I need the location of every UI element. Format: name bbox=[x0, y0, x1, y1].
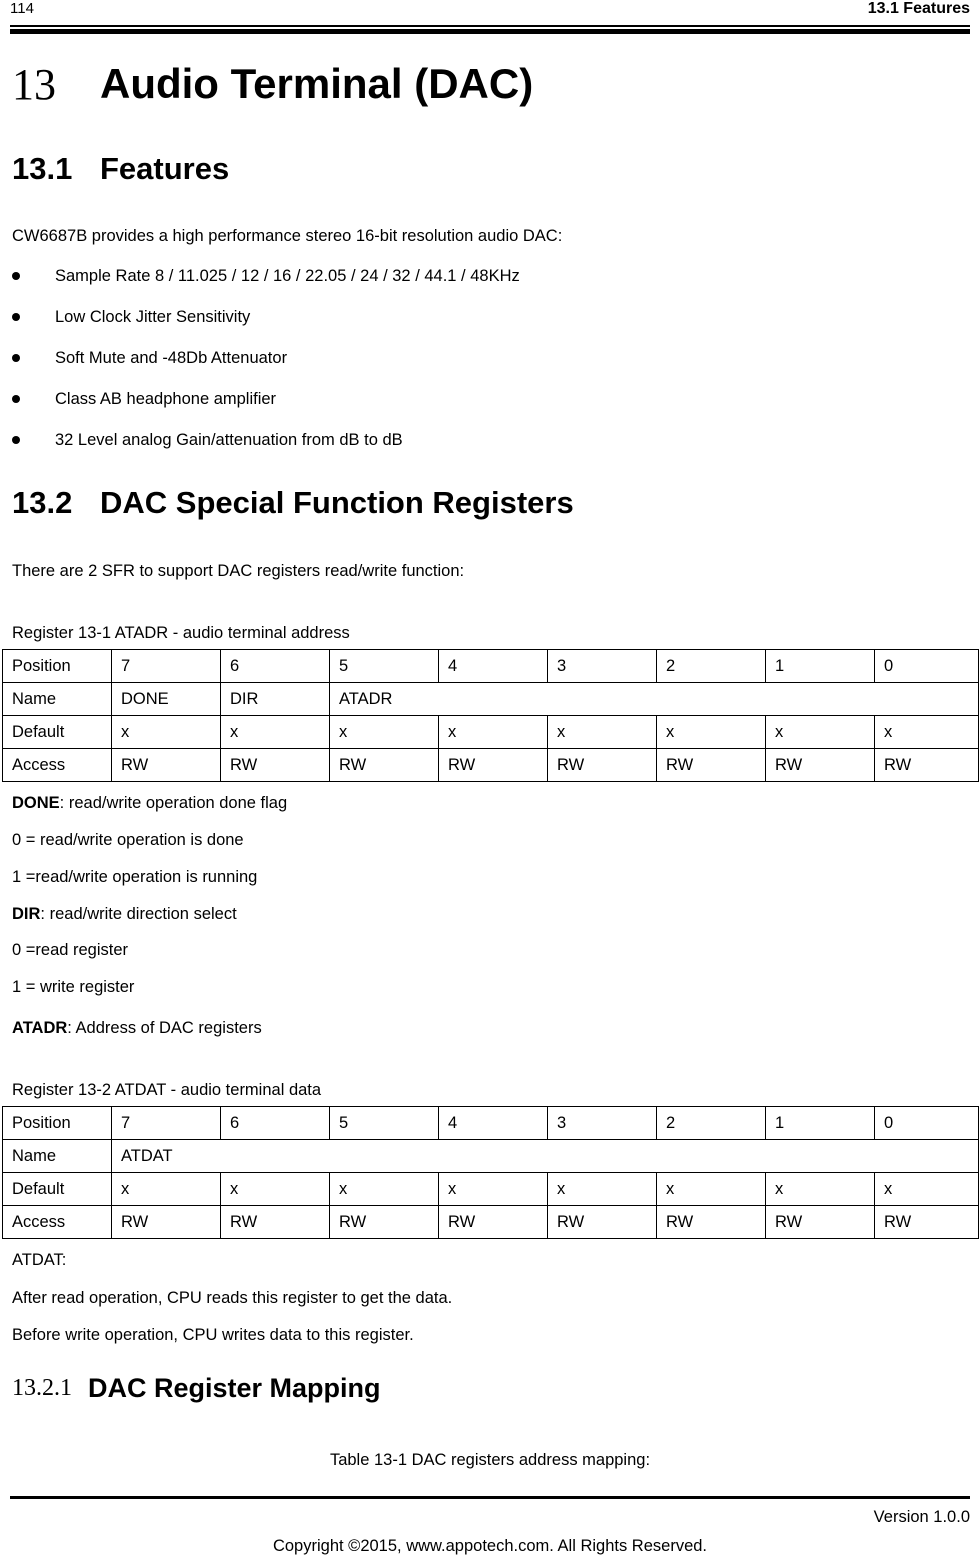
table-cell: x bbox=[221, 716, 330, 749]
table-cell: x bbox=[657, 1173, 766, 1206]
chapter-title: Audio Terminal (DAC) bbox=[100, 60, 534, 107]
sfr-intro: There are 2 SFR to support DAC registers read/write function: bbox=[12, 562, 465, 580]
table-cell: x bbox=[766, 716, 875, 749]
bullet-icon bbox=[12, 395, 20, 403]
table-cell: 2 bbox=[657, 1107, 766, 1140]
table-row-access bbox=[3, 749, 979, 782]
table-cell: RW bbox=[766, 1206, 875, 1239]
section-number: 13.1 bbox=[12, 151, 73, 186]
table-cell: 6 bbox=[221, 650, 330, 683]
table-cell: RW bbox=[548, 1206, 657, 1239]
register-caption: Register 13-2 ATDAT - audio terminal data bbox=[12, 1081, 322, 1099]
section-title: Features bbox=[100, 151, 230, 186]
bullet-icon bbox=[12, 436, 20, 444]
features-intro: CW6687B provides a high performance stereo 16-bit resolution audio DAC: bbox=[12, 227, 563, 245]
table-row-default bbox=[3, 1173, 979, 1206]
table-cell: x bbox=[439, 1173, 548, 1206]
table-cell: x bbox=[330, 716, 439, 749]
footer-version: Version 1.0.0 bbox=[873, 1508, 970, 1526]
table-cell: DONE bbox=[112, 683, 221, 716]
table-row-position bbox=[3, 1107, 979, 1140]
table-row-access bbox=[3, 1206, 979, 1239]
running-header-section: 13.1 Features bbox=[867, 0, 970, 17]
table-cell: x bbox=[657, 716, 766, 749]
subsection-title: DAC Register Mapping bbox=[88, 1373, 381, 1403]
table-cell: x bbox=[330, 1173, 439, 1206]
table-cell: 4 bbox=[439, 1107, 548, 1140]
field-value-desc: Before write operation, CPU writes data to this register. bbox=[12, 1326, 414, 1344]
table-cell: Default bbox=[3, 1173, 112, 1206]
register-table-atadr bbox=[2, 649, 979, 782]
footer-rule bbox=[10, 1496, 970, 1499]
table-cell: Access bbox=[3, 1206, 112, 1239]
section-title: DAC Special Function Registers bbox=[100, 485, 574, 520]
field-desc-atadr: ATADR: Address of DAC registers bbox=[12, 1019, 262, 1037]
section-number: 13.2 bbox=[12, 485, 73, 520]
table-cell: RW bbox=[439, 1206, 548, 1239]
table-cell: 5 bbox=[330, 650, 439, 683]
table-cell: DIR bbox=[221, 683, 330, 716]
field-value-desc: 0 = read/write operation is done bbox=[12, 831, 244, 849]
table-cell: 0 bbox=[875, 1107, 979, 1140]
table-cell: 0 bbox=[875, 650, 979, 683]
section-heading-sfr bbox=[12, 484, 574, 522]
table-row-name bbox=[3, 1140, 979, 1173]
table-row-name bbox=[3, 683, 979, 716]
table-cell: 2 bbox=[657, 650, 766, 683]
table-cell: RW bbox=[112, 1206, 221, 1239]
table-cell: Position bbox=[3, 1107, 112, 1140]
field-desc-dir: DIR: read/write direction select bbox=[12, 905, 237, 923]
table-cell: 7 bbox=[112, 1107, 221, 1140]
table-cell: x bbox=[112, 716, 221, 749]
table-caption: Table 13-1 DAC registers address mapping: bbox=[329, 1451, 651, 1469]
table-cell: x bbox=[548, 716, 657, 749]
field-desc-atdat: ATDAT: bbox=[12, 1251, 67, 1269]
table-cell: x bbox=[548, 1173, 657, 1206]
table-row-default bbox=[3, 716, 979, 749]
table-cell: ATADR bbox=[330, 683, 979, 716]
chapter-number: 13 bbox=[12, 60, 56, 109]
header-rule bbox=[10, 25, 970, 27]
field-desc-done: DONE: read/write operation done flag bbox=[12, 794, 288, 812]
table-cell: 3 bbox=[548, 650, 657, 683]
table-cell: 4 bbox=[439, 650, 548, 683]
table-cell: RW bbox=[548, 749, 657, 782]
register-table-atdat bbox=[2, 1106, 979, 1239]
table-cell: RW bbox=[112, 749, 221, 782]
table-cell: x bbox=[875, 716, 979, 749]
bullet-icon bbox=[12, 354, 20, 362]
section-heading-features bbox=[12, 150, 229, 188]
table-cell: Position bbox=[3, 650, 112, 683]
header-rule-thick bbox=[10, 29, 970, 34]
table-cell: RW bbox=[657, 1206, 766, 1239]
table-cell: 7 bbox=[112, 650, 221, 683]
table-row-position bbox=[3, 650, 979, 683]
table-cell: x bbox=[875, 1173, 979, 1206]
table-cell: RW bbox=[221, 1206, 330, 1239]
table-cell: 1 bbox=[766, 650, 875, 683]
table-cell: x bbox=[766, 1173, 875, 1206]
field-value-desc: After read operation, CPU reads this register to get the data. bbox=[12, 1289, 453, 1307]
table-cell: 3 bbox=[548, 1107, 657, 1140]
table-cell: RW bbox=[330, 1206, 439, 1239]
table-cell: RW bbox=[766, 749, 875, 782]
table-cell: Name bbox=[3, 683, 112, 716]
table-cell: RW bbox=[330, 749, 439, 782]
field-value-desc: 1 =read/write operation is running bbox=[12, 868, 258, 886]
field-value-desc: 1 = write register bbox=[12, 978, 135, 996]
table-cell: 1 bbox=[766, 1107, 875, 1140]
table-cell: Access bbox=[3, 749, 112, 782]
table-cell: RW bbox=[875, 1206, 979, 1239]
table-cell: RW bbox=[221, 749, 330, 782]
bullet-icon bbox=[12, 313, 20, 321]
subsection-number: 13.2.1 bbox=[12, 1375, 72, 1401]
table-cell: ATDAT bbox=[112, 1140, 979, 1173]
page-number: 114 bbox=[10, 0, 34, 17]
bullet-icon bbox=[12, 272, 20, 280]
table-cell: x bbox=[439, 716, 548, 749]
table-cell: 5 bbox=[330, 1107, 439, 1140]
register-caption: Register 13-1 ATADR - audio terminal address bbox=[12, 624, 350, 642]
table-cell: RW bbox=[875, 749, 979, 782]
table-cell: RW bbox=[439, 749, 548, 782]
table-cell: x bbox=[221, 1173, 330, 1206]
table-cell: x bbox=[112, 1173, 221, 1206]
table-cell: Default bbox=[3, 716, 112, 749]
table-cell: Name bbox=[3, 1140, 112, 1173]
footer-copyright: Copyright ©2015, www.appotech.com. All Rights Reserved. bbox=[272, 1537, 708, 1555]
table-cell: RW bbox=[657, 749, 766, 782]
table-cell: 6 bbox=[221, 1107, 330, 1140]
field-value-desc: 0 =read register bbox=[12, 941, 129, 959]
